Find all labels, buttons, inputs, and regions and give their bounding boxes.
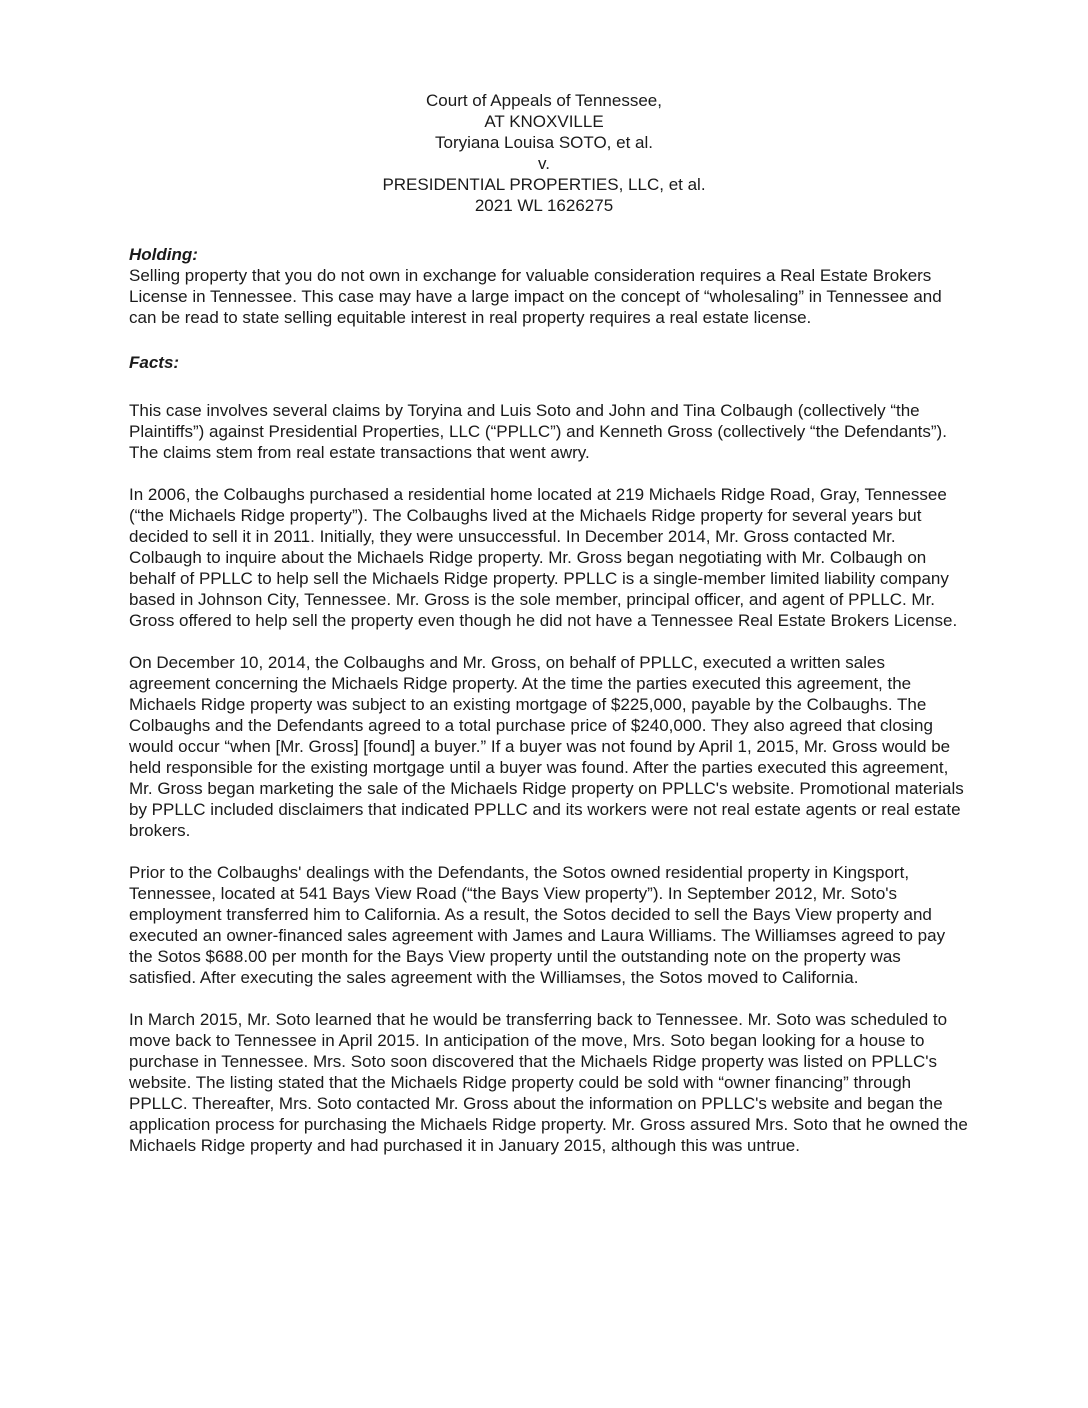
facts-paragraph: This case involves several claims by Toryina and Luis Soto and John and Tina Colbaugh (collectively “the Plaintiffs”) against Presidential Properties, LLC (“PPLLC”) and Kenneth Gross (collectively “the Defendants”). The claims stem from real estate transactions that went awry. bbox=[129, 401, 947, 462]
holding-heading: Holding: bbox=[129, 245, 198, 264]
document-body bbox=[129, 244, 969, 1156]
holding-text: Selling property that you do not own in exchange for valuable consideration requires a Real Estate Brokers License in Tennessee. This case may have a large impact on the concept of “wholesaling” in Tennessee and can be read to state selling equitable interest in real property requires a real estate license. bbox=[129, 266, 942, 327]
court-division: AT KNOXVILLE bbox=[484, 112, 604, 131]
facts-paragraph: On December 10, 2014, the Colbaughs and Mr. Gross, on behalf of PPLLC, executed a written sales agreement concerning the Michaels Ridge property. At the time the parties executed this agreement, the Michaels Ridge property was subject to an existing mortgage of $225,000, payable by the Colbaughs. The Colbaughs and the Defendants agreed to a total purchase price of $240,000. They also agreed that closing would occur “when [Mr. Gross] [found] a buyer.” If a buyer was not found by April 1, 2015, Mr. Gross would be held responsible for the existing mortgage until a buyer was found. After the parties executed this agreement, Mr. Gross began marketing the sale of the Michaels Ridge property on PPLLC's website. Promotional materials by PPLLC included disclaimers that indicated PPLLC and its workers were not real estate agents or real estate brokers. bbox=[129, 653, 964, 840]
court-name: Court of Appeals of Tennessee, bbox=[426, 91, 662, 110]
facts-heading: Facts: bbox=[129, 353, 180, 372]
defendant-name: PRESIDENTIAL PROPERTIES, LLC, et al. bbox=[382, 175, 706, 194]
case-caption bbox=[0, 90, 1088, 216]
facts-paragraph: Prior to the Colbaughs' dealings with the Defendants, the Sotos owned residential property in Kingsport, Tennessee, located at 541 Bays View Road (“the Bays View property”). In September 2012, Mr. Soto's employment transferred him to California. As a result, the Sotos decided to sell the Bays View property and executed an owner-financed sales agreement with James and Laura Williams. The Williamses agreed to pay the Sotos $688.00 per month for the Bays View property until the outstanding note on the property was satisfied. After executing the sales agreement with the Williamses, the Sotos moved to California. bbox=[129, 863, 946, 987]
case-citation: 2021 WL 1626275 bbox=[474, 196, 614, 215]
facts-paragraph: In March 2015, Mr. Soto learned that he would be transferring back to Tennessee. Mr. Soto was scheduled to move back to Tennessee in April 2015. In anticipation of the move, Mrs. Soto began looking for a house to purchase in Tennessee. Mrs. Soto soon discovered that the Michaels Ridge property was listed on PPLLC's website. The listing stated that the Michaels Ridge property could be sold with “owner financing” through PPLLC. Thereafter, Mrs. Soto contacted Mr. Gross about the information on PPLLC's website and began the application process for purchasing the Michaels Ridge property. Mr. Gross assured Mrs. Soto that he owned the Michaels Ridge property and had purchased it in January 2015, although this was untrue. bbox=[129, 1010, 968, 1155]
facts-paragraph: In 2006, the Colbaughs purchased a residential home located at 219 Michaels Ridge Road, Gray, Tennessee (“the Michaels Ridge property”). The Colbaughs lived at the Michaels Ridge property for several years but decided to sell it in 2011. Initially, they were unsuccessful. In December 2014, Mr. Gross contacted Mr. Colbaugh to inquire about the Michaels Ridge property. Mr. Gross began negotiating with Mr. Colbaugh on behalf of PPLLC to help sell the Michaels Ridge property. PPLLC is a single-member limited liability company based in Johnson City, Tennessee. Mr. Gross is the sole member, principal officer, and agent of PPLLC. Mr. Gross offered to help sell the property even though he did not have a Tennessee Real Estate Brokers License. bbox=[129, 485, 958, 630]
plaintiff-name: Toryiana Louisa SOTO, et al. bbox=[435, 133, 653, 152]
versus-label: v. bbox=[538, 154, 550, 173]
